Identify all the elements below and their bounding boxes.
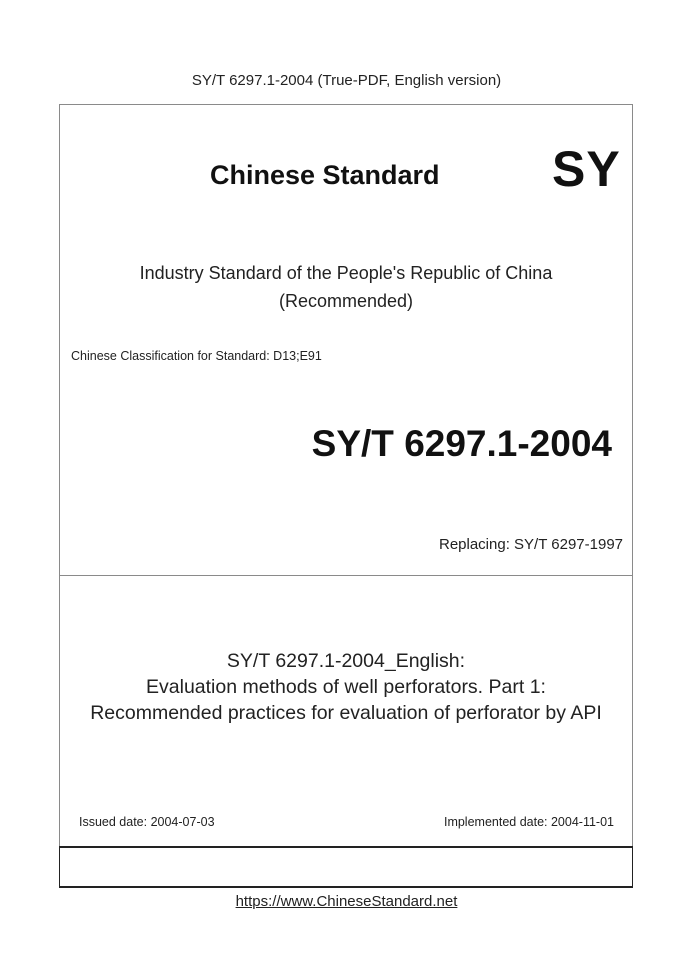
implemented-date: Implemented date: 2004-11-01 (443, 815, 614, 829)
title-line-1: SY/T 6297.1-2004_English: (226, 650, 466, 672)
title-line-3: Recommended practices for evaluation of perforator by API (90, 702, 602, 724)
standard-number: SY/T 6297.1-2004 (311, 423, 612, 464)
bottom-box-left-edge (59, 847, 60, 887)
industry-line-2: (Recommended) (278, 291, 414, 311)
replacing-text: Replacing: SY/T 6297-1997 (438, 536, 623, 553)
industry-line-1: Industry Standard of the People's Republic of China (139, 263, 553, 283)
website-link[interactable]: https://www.ChineseStandard.net (235, 893, 458, 910)
bottom-box-right-edge (632, 847, 633, 887)
document-header-title: SY/T 6297.1-2004 (True-PDF, English version) (191, 72, 502, 89)
issued-date: Issued date: 2004-07-03 (79, 815, 215, 829)
bottom-box-bottom-edge (59, 886, 633, 888)
cover-frame (59, 104, 633, 887)
section-divider (60, 575, 632, 576)
footer (0, 893, 693, 910)
sy-logo-mark: SY (552, 141, 621, 197)
title-line-2: Evaluation methods of well perforators. Part 1: (146, 676, 546, 698)
document-title-block (59, 648, 633, 726)
classification-text: Chinese Classification for Standard: D13;E91 (71, 349, 322, 363)
chinese-standard-heading: Chinese Standard (210, 160, 440, 190)
bottom-box-top-edge (59, 846, 633, 848)
industry-standard-statement (59, 259, 633, 315)
